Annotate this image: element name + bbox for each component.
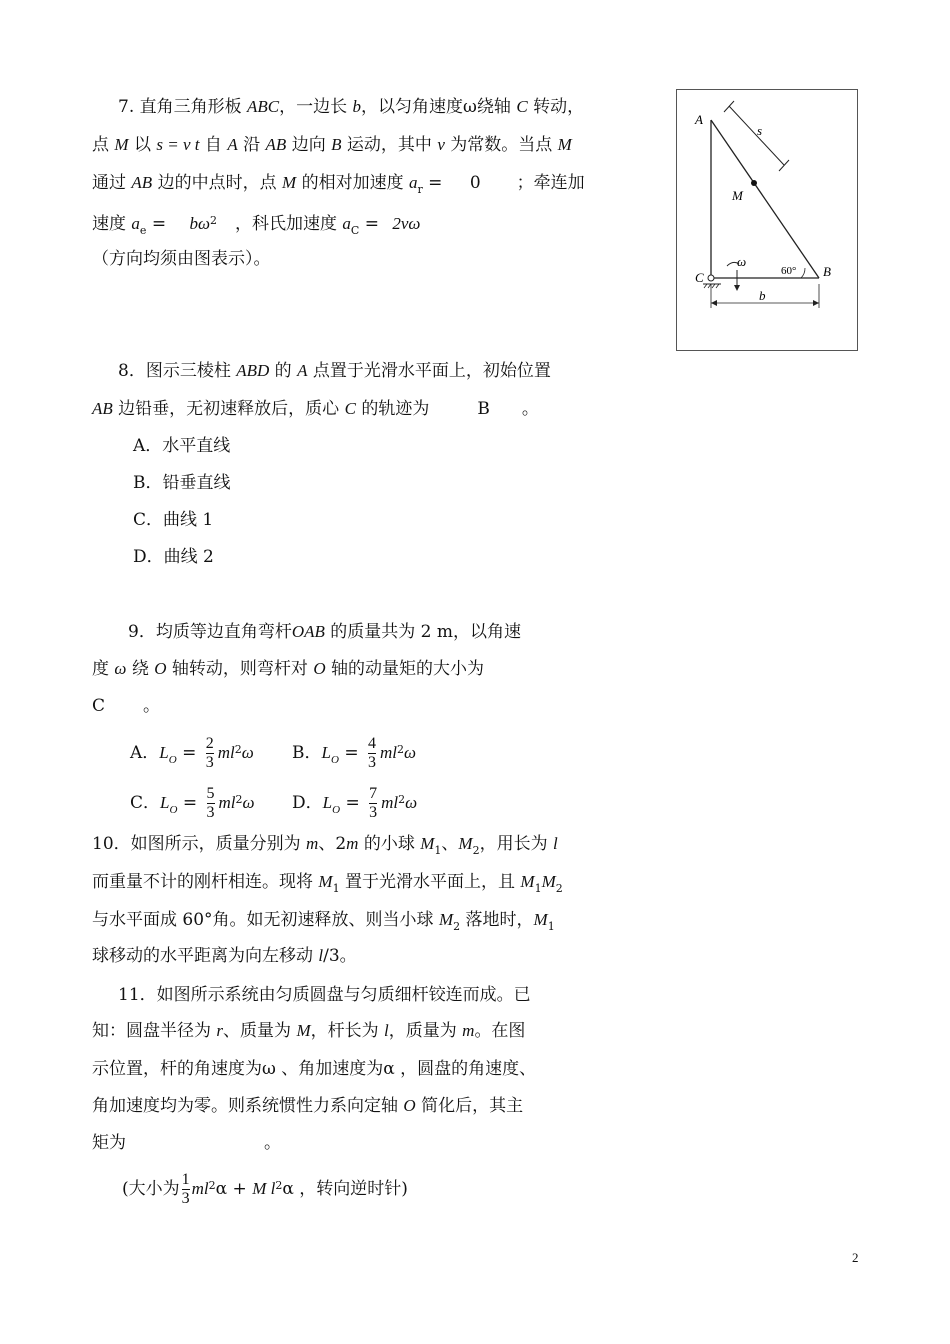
q8-option-b: B．铅垂直线 [133, 473, 231, 493]
triangle-diagram [677, 90, 857, 350]
q9-option-a: A．$L_O$ = $\frac{2}{3}$ $ml^2\omega$ [130, 735, 254, 771]
q11-line-3: 示位置，杆的角速度为ω 、角加速度为α ，圆盘的角速度、 [92, 1059, 537, 1079]
q7-answer-ac: 2vω [392, 214, 421, 233]
q11-answer: (大小为 $\frac{1}{3}$ $ml^2\alpha + M$ $l^2\alpha$ ，转向逆时针) [122, 1171, 408, 1207]
q9-answer: C [92, 696, 106, 716]
fig-label-b: b [759, 288, 766, 303]
point-M [751, 180, 757, 186]
q7-line-2: 点 M 以 s = v t 自 A 沿 AB 边向 B 运动，其中 v 为常数。当点 M [92, 135, 572, 155]
q10-line-1: 10．如图所示，质量分别为 m、2m 的小球 $M_1$、$M_2$，用长为 l [92, 834, 558, 857]
fig-label-M: M [732, 188, 743, 203]
q7-answer-ae: bω [189, 214, 210, 233]
q11-line-1: 11．如图所示系统由匀质圆盘与匀质细杆铰连而成。已 [118, 985, 531, 1005]
q11-line-2: 知：圆盘半径为 r、质量为 M，杆长为 l，质量为 m。在图 [92, 1021, 526, 1041]
fig-label-angle: 60° [781, 265, 797, 277]
q9-option-b: B．$L_O$ = $\frac{4}{3}$ $ml^2\omega$ [292, 735, 416, 771]
q7-answer-ar: 0 [469, 173, 481, 193]
q8-answer: B [477, 399, 490, 419]
fig-label-B: B [823, 264, 831, 279]
q10-line-2: 而重量不计的刚杆相连。现将 $M_1$ 置于光滑水平面上，且 $M_1M_2$ [92, 872, 563, 895]
q10-answer: l [318, 946, 324, 965]
fig-label-C: C [695, 270, 704, 285]
q8-line-1: 8．图示三棱柱 ABD 的 A 点置于光滑水平面上，初始位置 [118, 361, 551, 381]
q9-line-2: 度 ω 绕 O 轴转动，则弯杆对 O 轴的动量矩的大小为 [92, 659, 485, 679]
q8-option-c: C．曲线 1 [133, 510, 214, 530]
fig-label-A: A [695, 112, 703, 127]
page-number: 2 [852, 1250, 859, 1265]
pivot-C [708, 275, 714, 281]
q7-line-5: （方向均须由图表示）。 [92, 249, 271, 269]
q9-option-d: D．$L_O$ = $\frac{7}{3}$ $ml^2\omega$ [292, 785, 418, 821]
q8-line-2: AB 边铅垂，无初速释放后，质心 C 的轨迹为 B 。 [92, 399, 539, 419]
q11-line-4: 角加速度均为零。则系统惯性力系向定轴 O 简化后，其主 [92, 1096, 524, 1116]
q7-line-4: 速度 $a_e = b\omega^2$ ，科氏加速度 $a_C = 2v\omega$ [92, 214, 421, 237]
q7-line-1: 7. 直角三角形板 ABC，一边长 b，以匀角速度ω绕轴 C 转动， [118, 97, 585, 117]
q10-line-4: 球移动的水平距离为向左移动 l/3。 [92, 946, 357, 966]
q9-option-c: C．$L_O$ = $\frac{5}{3}$ $ml^2\omega$ [130, 785, 255, 821]
q9-line-1: 9．均质等边直角弯杆OAB 的质量共为 2 m，以角速 [128, 622, 522, 642]
q7-line-3: 通过 AB 边的中点时，点 M 的相对加速度 $a_r = 0$ ；牵连加 [92, 173, 585, 196]
q8-option-a: A．水平直线 [133, 436, 231, 456]
fig-label-omega: ω [737, 254, 747, 269]
q11-line-5: 矩为 。 [92, 1133, 281, 1153]
q9-line-3: C 。 [92, 696, 161, 716]
q10-line-3: 与水平面成 60°角。如无初速释放、则当小球 $M_2$ 落地时，$M_1$ [92, 910, 555, 933]
q8-option-d: D．曲线 2 [133, 547, 214, 567]
edge-AB [711, 120, 819, 278]
q7-figure [676, 89, 858, 351]
fig-label-s: s [757, 123, 763, 138]
